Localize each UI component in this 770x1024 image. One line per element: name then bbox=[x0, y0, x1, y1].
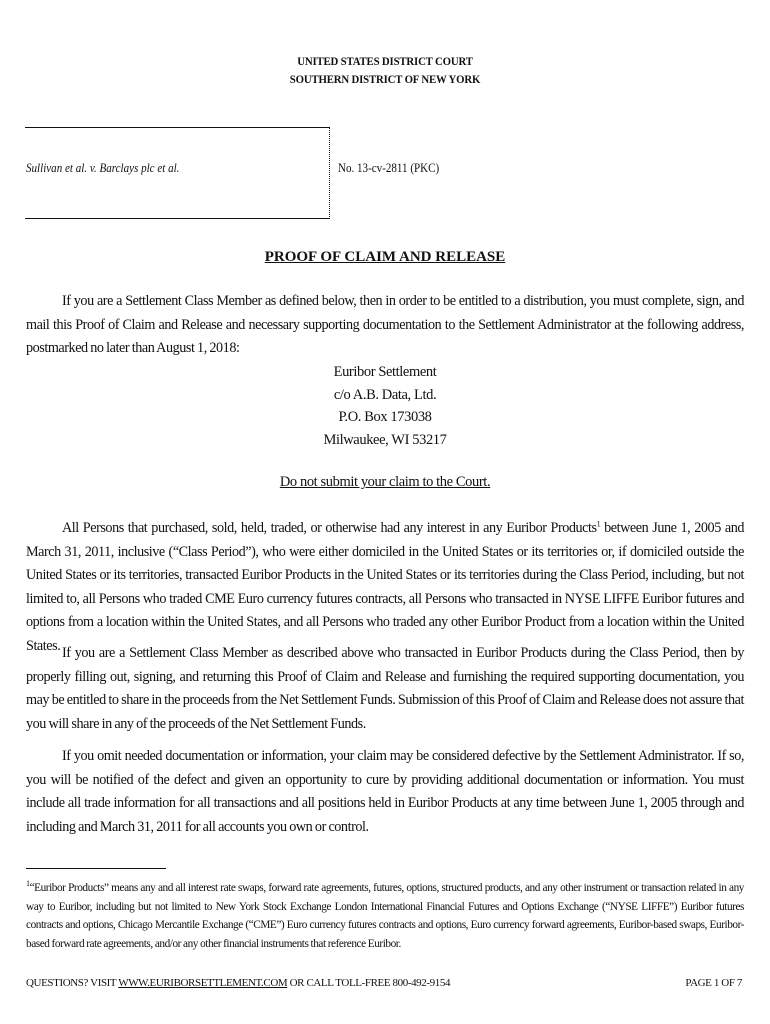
footnote bbox=[26, 879, 744, 953]
court-notice: Do not submit your claim to the Court. bbox=[279, 474, 491, 490]
footnote-text: “Euribor Products” means any and all interest rate swaps, forward rate agreements, futures, options, structured products, and any other instrument or transaction related in any way to Euribor, including but not limited to New York Stock Exchange London International Financial Futures and Options Exchange (“NYSE LIFFE”) Euribor futures contracts and options, Chicago Mercantile Exchange (“CME”) Euro currency futures contracts and options, Euro currency forward agreements, Euribor-based swaps, Euribor-based forward rate agreements, and/or any other financial instruments that reference Euribor. bbox=[26, 882, 744, 950]
footer-questions-suffix: OR CALL TOLL-FREE 800-492-9154 bbox=[287, 977, 451, 989]
class-definition-text-end: between June 1, 2005 and March 31, 2011, inclusive (“Class Period”), who were either domiciled in the United States or its territories or, if domiciled outside the United States or its territories, transacted Euribor Products in the United States or its territories during the Class Period, including, but not limited to, all Persons who traded CME Euro currency futures contracts, all Persons who transacted in NYSE LIFFE Euribor futures and options from a location within the United States, and all Persons who traded any other Euribor Product from a location within the United States. bbox=[26, 520, 744, 654]
footnote-rule bbox=[26, 868, 166, 869]
address-line-1: Euribor Settlement bbox=[333, 364, 437, 380]
footer-questions-prefix: QUESTIONS? VISIT bbox=[26, 977, 119, 989]
address-line-3: P.O. Box 173038 bbox=[338, 409, 432, 425]
page-number: PAGE 1 OF 7 bbox=[685, 977, 742, 989]
case-number: No. 13-cv-2811 (PKC) bbox=[338, 160, 440, 175]
address-line-4: Milwaukee, WI 53217 bbox=[323, 432, 447, 448]
address-line-2: c/o A.B. Data, Ltd. bbox=[333, 387, 437, 403]
class-definition-text-start: All Persons that purchased, sold, held, traded, or otherwise had any interest in any Euribor Products bbox=[62, 520, 597, 536]
court-name: UNITED STATES DISTRICT COURT bbox=[297, 54, 473, 68]
class-definition-paragraph bbox=[26, 517, 744, 658]
court-district: SOUTHERN DISTRICT OF NEW YORK bbox=[289, 72, 481, 86]
caption-bottom-rule bbox=[25, 218, 330, 219]
footnote-marker: 1 bbox=[26, 879, 30, 889]
settlement-website-link[interactable]: WWW.EURIBORSETTLEMENT.COM bbox=[118, 977, 288, 989]
defective-claim-paragraph: If you omit needed documentation or information, your claim may be considered defective by the Settlement Administrator. If so, you will be notified of the defect and given an opportunity to cure by providing additional documentation or information. You must include all trade information for all transactions and all positions held in Euribor Products at any time between June 1, 2005 through and including and March 31, 2011 for all accounts you own or control. bbox=[26, 748, 744, 835]
intro-paragraph: If you are a Settlement Class Member as defined below, then in order to be entitled to a distribution, you must complete, sign, and mail this Proof of Claim and Release and necessary supporting documentation to the Settlement Administrator at the following address, postmarked no later than August 1, 2018: bbox=[26, 293, 744, 356]
document-title: PROOF OF CLAIM AND RELEASE bbox=[264, 249, 506, 265]
caption-divider bbox=[329, 127, 330, 219]
footer-questions bbox=[26, 977, 450, 989]
footnote-reference: 1 bbox=[596, 519, 601, 529]
caption-top-rule bbox=[25, 127, 330, 128]
case-name: Sullivan et al. v. Barclays plc et al. bbox=[26, 160, 180, 175]
share-paragraph: If you are a Settlement Class Member as described above who transacted in Euribor Products during the Class Period, then by properly filling out, signing, and returning this Proof of Claim and Release and furnishing the required supporting documentation, you may be entitled to share in the proceeds from the Net Settlement Funds. Submission of this Proof of Claim and Release does not assure that you will share in any of the proceeds of the Net Settlement Funds. bbox=[26, 645, 744, 732]
